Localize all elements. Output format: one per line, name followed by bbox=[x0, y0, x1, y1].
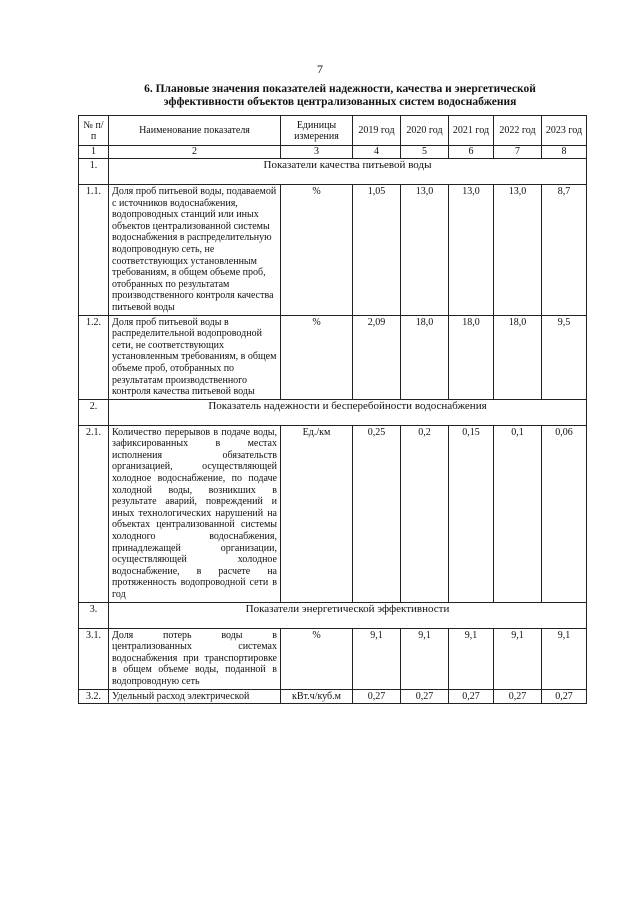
value-cell: 0,27 bbox=[401, 689, 449, 704]
column-number: 5 bbox=[401, 146, 449, 159]
section-title: Показатели качества питьевой воды bbox=[109, 159, 587, 185]
value-cell: 9,1 bbox=[449, 628, 494, 689]
value-cell: 0,15 bbox=[449, 425, 494, 602]
table-heading bbox=[80, 83, 600, 109]
column-number-row bbox=[79, 146, 587, 159]
header-year: 2022 год bbox=[494, 116, 542, 146]
table-row bbox=[79, 689, 587, 704]
section-row bbox=[79, 602, 587, 628]
table-row bbox=[79, 628, 587, 689]
indicator-name: Доля проб питьевой воды в распределительной водопроводной сети, не соответствующих установленным требованиям, в общем объеме проб, отобранных по результатам производственного контроля качества питьевой воды bbox=[109, 315, 281, 399]
indicator-unit: % bbox=[281, 315, 353, 399]
value-cell: 2,09 bbox=[353, 315, 401, 399]
value-cell: 0,27 bbox=[449, 689, 494, 704]
row-number: 3.1. bbox=[79, 628, 109, 689]
value-cell: 0,25 bbox=[353, 425, 401, 602]
header-year: 2020 год bbox=[401, 116, 449, 146]
value-cell: 18,0 bbox=[401, 315, 449, 399]
value-cell: 0,2 bbox=[401, 425, 449, 602]
row-number: 3.2. bbox=[79, 689, 109, 704]
indicator-unit: % bbox=[281, 628, 353, 689]
value-cell: 8,7 bbox=[542, 185, 587, 316]
column-number: 8 bbox=[542, 146, 587, 159]
section-title: Показатель надежности и бесперебойности водоснабжения bbox=[109, 399, 587, 425]
column-number: 2 bbox=[109, 146, 281, 159]
header-name: Наименование показателя bbox=[109, 116, 281, 146]
value-cell: 0,06 bbox=[542, 425, 587, 602]
indicator-name: Количество перерывов в подаче воды, зафиксированных в местах исполнения обязательств организацией, осуществляющей холодное водоснабжение, по подаче холодной воды, возникших в результате аварий, повреждений и иных технологических нарушений на объектах централизованной системы холодного водоснабжения, принадлежащей организации, осуществляющей холодное водоснабжение, в расчете на протяженность водопроводной сети в год bbox=[109, 425, 281, 602]
row-number: 1.1. bbox=[79, 185, 109, 316]
row-number: 2.1. bbox=[79, 425, 109, 602]
value-cell: 18,0 bbox=[449, 315, 494, 399]
value-cell: 9,1 bbox=[401, 628, 449, 689]
header-row bbox=[79, 116, 587, 146]
heading-line-2: эффективности объектов централизованных систем водоснабжения bbox=[163, 96, 517, 108]
header-num: № п/п bbox=[79, 116, 109, 146]
value-cell: 0,27 bbox=[353, 689, 401, 704]
page-number: 7 bbox=[317, 62, 323, 76]
column-number: 3 bbox=[281, 146, 353, 159]
header-unit: Единицы измерения bbox=[281, 116, 353, 146]
value-cell: 9,1 bbox=[542, 628, 587, 689]
column-number: 6 bbox=[449, 146, 494, 159]
value-cell: 0,1 bbox=[494, 425, 542, 602]
section-row bbox=[79, 159, 587, 185]
section-number: 1. bbox=[79, 159, 109, 185]
value-cell: 0,27 bbox=[494, 689, 542, 704]
value-cell: 1,05 bbox=[353, 185, 401, 316]
value-cell: 18,0 bbox=[494, 315, 542, 399]
indicators-table bbox=[78, 115, 587, 704]
section-number: 3. bbox=[79, 602, 109, 628]
value-cell: 9,1 bbox=[494, 628, 542, 689]
row-number: 1.2. bbox=[79, 315, 109, 399]
value-cell: 0,27 bbox=[542, 689, 587, 704]
value-cell: 9,5 bbox=[542, 315, 587, 399]
table-row bbox=[79, 425, 587, 602]
indicator-unit: % bbox=[281, 185, 353, 316]
section-number: 2. bbox=[79, 399, 109, 425]
column-number: 7 bbox=[494, 146, 542, 159]
header-year: 2019 год bbox=[353, 116, 401, 146]
section-title: Показатели энергетической эффективности bbox=[109, 602, 587, 628]
table-row bbox=[79, 185, 587, 316]
column-number: 4 bbox=[353, 146, 401, 159]
header-year: 2023 год bbox=[542, 116, 587, 146]
section-row bbox=[79, 399, 587, 425]
indicator-unit: кВт.ч/куб.м bbox=[281, 689, 353, 704]
header-year: 2021 год bbox=[449, 116, 494, 146]
indicator-unit: Ед./км bbox=[281, 425, 353, 602]
indicator-name: Доля потерь воды в централизованных системах водоснабжения при транспортировке в общем объеме воды, поданной в водопроводную сеть bbox=[109, 628, 281, 689]
value-cell: 13,0 bbox=[401, 185, 449, 316]
value-cell: 13,0 bbox=[494, 185, 542, 316]
table-row bbox=[79, 315, 587, 399]
indicator-name: Удельный расход электрической bbox=[109, 689, 281, 704]
value-cell: 9,1 bbox=[353, 628, 401, 689]
indicator-name: Доля проб питьевой воды, подаваемой с источников водоснабжения, водопроводных станций или иных объектов централизованной системы водоснабжения в распределительную водопроводную сеть, не соответствующих установленным требованиям, в общем объеме проб, отобранных по результатам производственного контроля качества питьевой воды bbox=[109, 185, 281, 316]
heading-line-1: 6. Плановые значения показателей надежности, качества и энергетической bbox=[144, 83, 536, 95]
column-number: 1 bbox=[79, 146, 109, 159]
value-cell: 13,0 bbox=[449, 185, 494, 316]
